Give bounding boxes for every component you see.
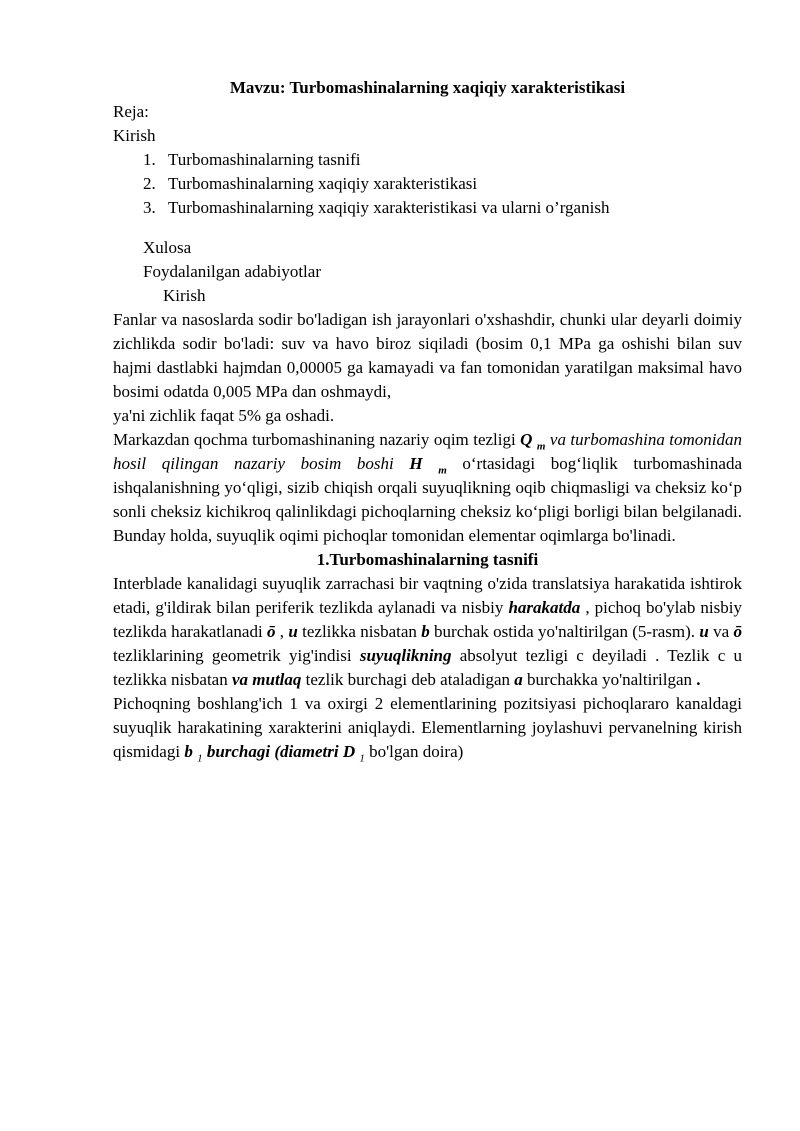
plan-item-2 <box>113 172 742 196</box>
section-1-heading: 1.Turbomashinalarning tasnifi <box>316 550 539 569</box>
text-run: . <box>696 670 701 689</box>
text-run: va <box>708 622 734 641</box>
text-run: Interblade kanalidagi suyuqlik zarrachasi bir vaqtning o'zida translatsiya harakatida ishtirok etadi, g'ildirak bilan periferik tezlikda aylanadi va nisbiy <box>113 574 742 617</box>
document-title: Mavzu: Turbomashinalarning xaqiqiy xarakteristikasi <box>229 78 626 97</box>
text-run: tezliklarining geometrik yig'indisi <box>113 646 360 665</box>
paragraph-interblade <box>113 572 742 692</box>
paragraph-theory <box>113 428 742 548</box>
paragraph-blade-elements <box>113 692 742 764</box>
list-item-text: Turbomashinalarning tasnifi <box>168 150 361 169</box>
text-run: harakatda <box>508 598 581 617</box>
subscript-m: m <box>438 464 447 477</box>
text-run: a <box>514 670 523 689</box>
list-item-text: Turbomashinalarning xaqiqiy xarakteristikasi <box>168 174 478 193</box>
list-number: 1. <box>143 150 156 169</box>
text-run: , pichoq bo'ylab nisbiy tezlikda harakatlanadi <box>113 598 742 641</box>
text-run: burchakka yo'naltirilgan <box>522 670 697 689</box>
text-run: H <box>409 454 439 473</box>
subscript-m: m <box>536 440 546 453</box>
omega-bar-symbol: ō <box>733 622 742 641</box>
kirish-label: Kirish <box>113 126 156 145</box>
subscript-1: 1 <box>359 752 365 765</box>
list-number: 3. <box>143 198 156 217</box>
reja-label: Reja: <box>113 102 149 121</box>
paragraph-intro: Fanlar va nasoslarda sodir bo'ladigan ish jarayonlari o'xshashdir, chunki ular deyarli doimiy zichlikda sodir bo'ladi: suv va havo biroz siqiladi (bosim 0,1 MPa ga oshishi bilan suv hajmi dastlabki hajmdan 0,00005 ga kamayadi va fan tomonidan yaratilgan maksimal havo bosimi odatda 0,005 MPa dan oshmaydi, <box>113 310 742 401</box>
text-run: va turbomashina tomonidan hosil qilingan nazariy bosim boshi <box>113 430 743 473</box>
xulosa-label: Xulosa <box>143 238 192 257</box>
text-run: Markazdan qochma turbomashinaning nazariy oqim tezligi <box>113 430 521 449</box>
plan-item-1 <box>113 148 742 172</box>
plan-item-3 <box>113 196 742 220</box>
list-item-text: Turbomashinalarning xaqiqiy xarakteristikasi va ularni o’rganish <box>168 198 610 217</box>
text-run: Pichoqning boshlang'ich 1 va oxirgi 2 elementlarining pozitsiyasi pichoqlararo kanaldagi suyuqlik harakatining xarakterini aniqlaydi. Elementlarning joylashuvi pervanelning kirish qismidagi <box>113 694 742 761</box>
text-run: burchagi (diametri D <box>202 742 360 761</box>
subscript-1: 1 <box>197 752 203 765</box>
adabiyotlar-label: Foydalanilgan adabiyotlar <box>143 262 321 281</box>
text-run: suyuqlikning <box>359 646 452 665</box>
list-number: 2. <box>143 174 156 193</box>
paragraph-density: ya'ni zichlik faqat 5% ga oshadi. <box>113 406 335 425</box>
text-run: b <box>421 622 430 641</box>
text-run: oʻrtasidagi bogʻliqlik turbomashinada ishqalanishning yoʻqligi, sizib chiqish orqali suyuqlikning oqib chiqmasligi va cheksiz koʻp sonli cheksiz kichikroq qalinlikdagi pichoqlarning cheksiz koʻpligi borligi bilan belgilanadi. Bunday holda, suyuqlik oqimi pichoqlar tomonidan elementar oqimlarga bo'linadi. <box>113 454 742 545</box>
text-run: burchak ostida yo'naltirilgan (5-rasm). <box>429 622 700 641</box>
plan-list <box>113 148 742 220</box>
text-run: u <box>288 622 298 641</box>
text-run: bo'lgan doira) <box>364 742 464 761</box>
text-run: tezlikka nisbatan <box>297 622 422 641</box>
text-run: b <box>184 742 198 761</box>
text-run: , <box>275 622 289 641</box>
omega-bar-symbol: ō <box>266 622 276 641</box>
text-run: va mutlaq <box>231 670 302 689</box>
text-run: tezlik burchagi deb ataladigan <box>301 670 515 689</box>
text-run: u <box>699 622 709 641</box>
kirish-section-heading: Kirish <box>163 286 206 305</box>
text-run: absolyut tezligi c deyiladi . Tezlik c u tezlikka nisbatan <box>113 646 742 689</box>
text-run: Q <box>520 430 537 449</box>
